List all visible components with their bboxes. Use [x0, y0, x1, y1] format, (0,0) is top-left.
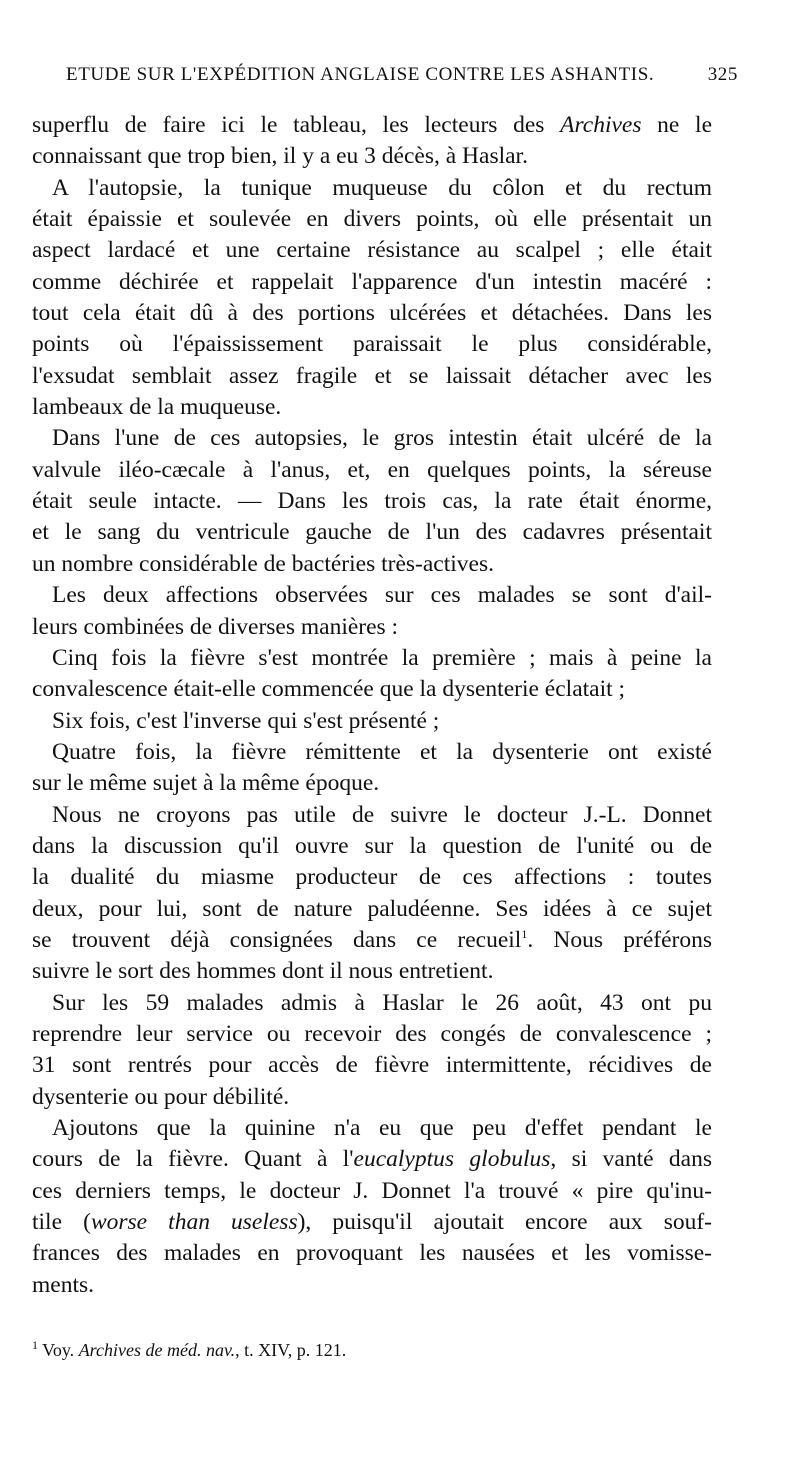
- text-line: Ajoutons que la quinine n'a eu que peu d'effet pendant le: [52, 1115, 712, 1141]
- text-line: était seule intacte. — Dans les trois cas, la rate était énorme,: [32, 488, 712, 515]
- text-line: lambeaux de la muqueuse.: [32, 394, 282, 421]
- text-line: superflu de faire ici le tableau, les lecteurs des Archives ne le: [32, 112, 712, 138]
- text-line: leurs combinées de diverses manières :: [32, 613, 399, 640]
- text-line: dysenterie ou pour débilité.: [32, 1083, 290, 1110]
- text-line: la dualité du miasme producteur de ces affections : toutes: [32, 864, 712, 891]
- text-line: aspect lardacé et une certaine résistance au scalpel ; elle était: [32, 237, 712, 264]
- text-line: reprendre leur service ou recevoir des congés de convalescence ;: [32, 1020, 712, 1047]
- text-line: tile (worse than useless), puisqu'il ajoutait encore aux souf-: [32, 1209, 712, 1236]
- text-line: A l'autopsie, la tunique muqueuse du côlon et du rectum: [52, 174, 712, 201]
- text-line: comme déchirée et rappelait l'apparence d'un intestin macéré :: [32, 268, 712, 295]
- running-head-title: ETUDE SUR L'EXPÉDITION ANGLAISE CONTRE LES ASHANTIS.: [66, 64, 655, 85]
- text-line: et le sang du ventricule gauche de l'un des cadavres présentait: [32, 519, 712, 546]
- text-line: se trouvent déjà consignées dans ce recueil$^1$. Nous préférons: [32, 926, 712, 953]
- text-line: Nous ne croyons pas utile de suivre le docteur J.-L. Donnet: [52, 801, 712, 828]
- text-line: ces derniers temps, le docteur J. Donnet l'a trouvé « pire qu'inu-: [32, 1177, 712, 1204]
- text-line: Cinq fois la fièvre s'est montrée la première ; mais à peine la: [52, 644, 712, 671]
- text-line: valvule iléo-cæcale à l'anus, et, en quelques points, la séreuse: [32, 456, 712, 483]
- running-head: [62, 64, 738, 94]
- text-line: cours de la fièvre. Quant à l'eucalyptus globulus, si vanté dans: [32, 1146, 712, 1173]
- text-line: Les deux affections observées sur ces malades se sont d'ail-: [52, 582, 712, 609]
- text-line: sur le même sujet à la même époque.: [32, 770, 380, 797]
- page-number: 325: [707, 64, 738, 85]
- text-line: ments.: [32, 1271, 95, 1298]
- text-line: tout cela était dû à des portions ulcérées et détachées. Dans les: [32, 300, 712, 327]
- text-line: Quatre fois, la fièvre rémittente et la dysenterie ont existé: [52, 738, 712, 765]
- text-line: l'exsudat semblait assez fragile et se laissait détacher avec les: [32, 362, 712, 389]
- footnote: $^1$ Voy. Archives de méd. nav., t. XIV, p. 121.: [32, 1338, 347, 1360]
- text-line: Dans l'une de ces autopsies, le gros intestin était ulcéré de la: [52, 425, 712, 452]
- footnote-mark: 1: [32, 1338, 38, 1352]
- text-line: points où l'épaississement paraissait le plus considérable,: [32, 331, 712, 358]
- text-line: était épaissie et soulevée en divers points, où elle présentait un: [32, 206, 712, 233]
- footnote-reference: 1: [521, 927, 528, 942]
- text-line: 31 sont rentrés pour accès de fièvre intermittente, récidives de: [32, 1052, 712, 1079]
- footnote-journal: Archives de méd. nav.: [78, 1340, 236, 1360]
- text-line: un nombre considérable de bactéries très-actives.: [32, 550, 494, 577]
- body-text: [32, 110, 712, 1301]
- text-line: Sur les 59 malades admis à Haslar le 26 août, 43 ont pu: [52, 989, 712, 1016]
- text-line: deux, pour lui, sont de nature paludéenne. Ses idées à ce sujet: [32, 895, 712, 922]
- text-line: convalescence était-elle commencée que la dysenterie éclatait ;: [32, 676, 626, 703]
- text-line: dans la discussion qu'il ouvre sur la question de l'unité ou de: [32, 832, 712, 859]
- text-line: Six fois, c'est l'inverse qui s'est présenté ;: [52, 707, 440, 734]
- text-line: suivre le sort des hommes dont il nous entretient.: [32, 958, 494, 985]
- text-line: frances des malades en provoquant les nausées et les vomisse-: [32, 1240, 712, 1267]
- text-line: connaissant que trop bien, il y a eu 3 décès, à Haslar.: [32, 143, 528, 170]
